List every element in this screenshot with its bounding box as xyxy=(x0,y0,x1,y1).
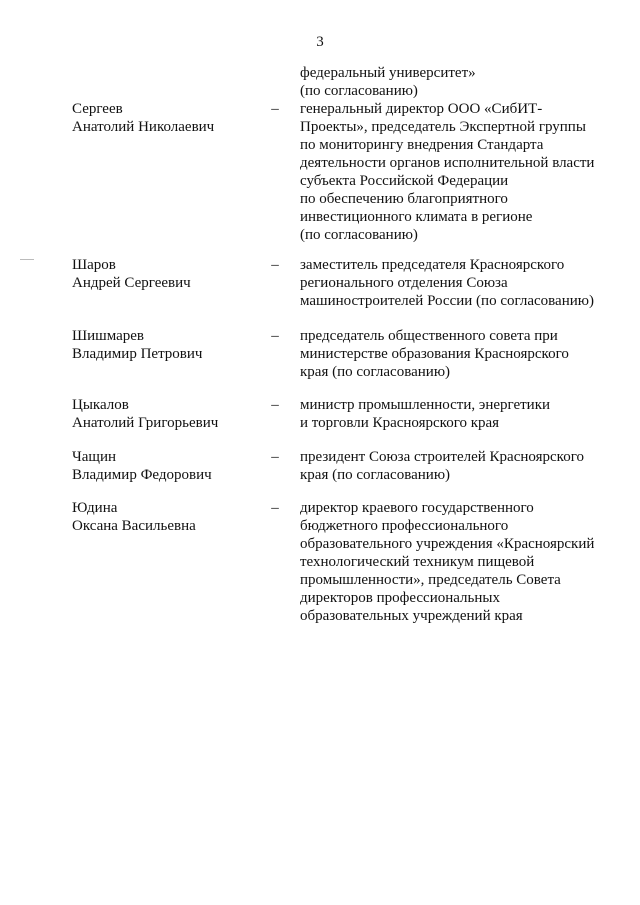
surname: Шаров xyxy=(72,257,116,273)
continued-description xyxy=(300,64,620,100)
surname: Юдина xyxy=(72,500,118,516)
description-line: промышленности», председатель Совета xyxy=(300,572,561,588)
dash-separator: – xyxy=(271,449,279,465)
member-name xyxy=(72,256,262,292)
description-line: регионального отделения Союза xyxy=(300,275,508,291)
dash-separator: – xyxy=(271,500,279,516)
description-line: Проекты», председатель Экспертной группы xyxy=(300,119,586,135)
description-line: (по согласованию) xyxy=(300,227,418,243)
dash-separator: – xyxy=(271,101,279,117)
description-line: технологический техникум пищевой xyxy=(300,554,535,570)
dash-separator: – xyxy=(271,328,279,344)
description-line: бюджетного профессионального xyxy=(300,518,509,534)
description-line: директоров профессиональных xyxy=(300,590,500,606)
description-line: федеральный университет» xyxy=(300,65,476,81)
given-names: Анатолий Николаевич xyxy=(72,119,215,135)
description-line: образовательного учреждения «Красноярский xyxy=(300,536,595,552)
description-line: по обеспечению благоприятного xyxy=(300,191,508,207)
given-names: Владимир Петрович xyxy=(72,346,203,362)
description-line: и торговли Красноярского края xyxy=(300,415,500,431)
description-line: министерстве образования Красноярского xyxy=(300,346,569,362)
description-line: образовательных учреждений края xyxy=(300,608,523,624)
surname: Цыкалов xyxy=(72,397,129,413)
member-name xyxy=(72,499,262,535)
description-line: заместитель председателя Красноярского xyxy=(300,257,565,273)
member-description xyxy=(300,448,620,484)
description-line: по мониторингу внедрения Стандарта xyxy=(300,137,544,153)
description-line: президент Союза строителей Красноярского xyxy=(300,449,584,465)
member-description xyxy=(300,396,620,432)
member-description xyxy=(300,100,620,244)
description-line: машиностроителей России (по согласованию) xyxy=(300,293,594,309)
page-number: 3 xyxy=(316,34,324,50)
surname: Шишмарев xyxy=(72,328,144,344)
dash-separator: – xyxy=(271,397,279,413)
surname: Сергеев xyxy=(72,101,123,117)
description-line: генеральный директор ООО «СибИТ- xyxy=(300,101,543,117)
description-line: деятельности органов исполнительной власти xyxy=(300,155,595,171)
description-line: края (по согласованию) xyxy=(300,364,451,380)
description-line: края (по согласованию) xyxy=(300,467,451,483)
description-line: (по согласованию) xyxy=(300,83,418,99)
member-description xyxy=(300,499,620,625)
member-name xyxy=(72,100,262,136)
given-names: Оксана Васильевна xyxy=(72,518,196,534)
dash-separator: – xyxy=(271,257,279,273)
member-description xyxy=(300,327,620,381)
given-names: Анатолий Григорьевич xyxy=(72,415,219,431)
description-line: председатель общественного совета при xyxy=(300,328,558,344)
margin-mark xyxy=(20,259,34,260)
member-name xyxy=(72,448,262,484)
description-line: субъекта Российской Федерации xyxy=(300,173,509,189)
member-name xyxy=(72,396,262,432)
given-names: Андрей Сергеевич xyxy=(72,275,191,291)
description-line: директор краевого государственного xyxy=(300,500,534,516)
member-name xyxy=(72,327,262,363)
surname: Чащин xyxy=(72,449,117,465)
description-line: инвестиционного климата в регионе xyxy=(300,209,533,225)
given-names: Владимир Федорович xyxy=(72,467,212,483)
description-line: министр промышленности, энергетики xyxy=(300,397,551,413)
member-description xyxy=(300,256,620,310)
